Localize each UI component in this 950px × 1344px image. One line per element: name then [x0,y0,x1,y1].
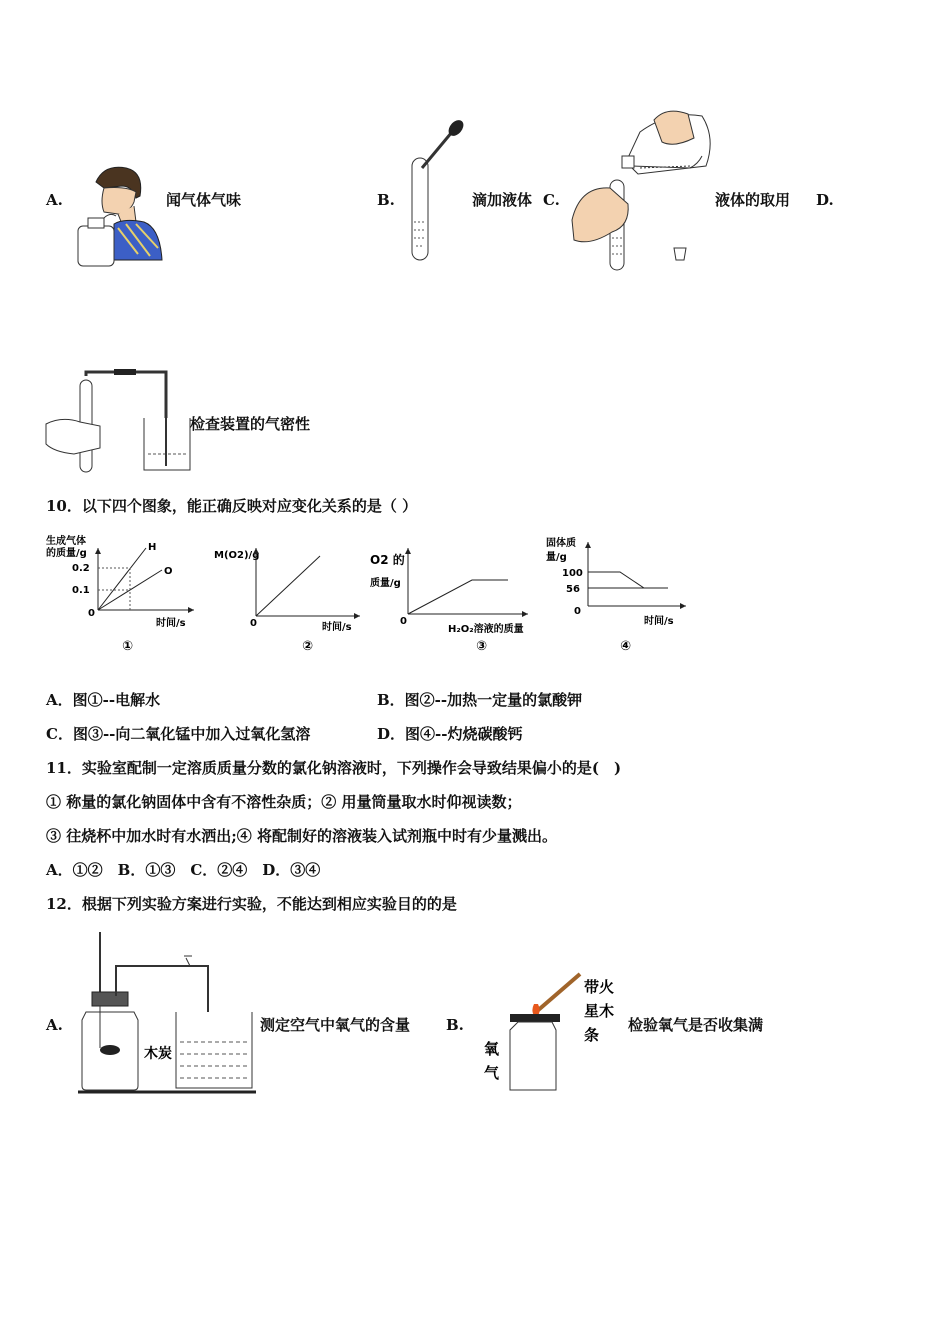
q11-stem: 11．实验室配制一定溶质质量分数的氯化钠溶液时，下列操作会导致结果偏小的是( ) [46,759,622,777]
graph-1-y2: 0.1 [72,585,90,596]
dropper-illustration [408,118,468,264]
graph-1-ylabel-2: 的质量/g [46,548,87,559]
pour-liquid-illustration [570,108,720,278]
graph-1-line-h [98,548,146,610]
option-b-label: 滴加液体 [472,191,533,209]
q10-option-c: C．图③--向二氧化锰中加入过氧化氢溶 [46,725,311,743]
option-c-letter: C. [543,191,560,209]
graph-4 [544,534,704,654]
graph-3-origin: 0 [400,616,407,627]
option-b-letter: B. [377,191,395,209]
option-c-label: 液体的取用 [715,191,791,209]
graph-2-line [256,556,320,616]
option-a-label: 闻气体气味 [166,191,242,209]
q10-stem: 10．以下四个图象，能正确反映对应变化关系的是（ ） [46,497,418,515]
graph-4-y2: 56 [566,584,580,595]
oxygen-content-apparatus [76,930,260,1096]
option-a-letter: A. [46,191,63,209]
q11-line-1: ① 称量的氯化钠固体中含有不溶性杂质；② 用量筒量取水时仰视读数； [46,793,522,811]
stick-label-3: 条 [584,1026,600,1044]
graph-4-number: ④ [620,639,632,654]
graph-3-ylabel-2: 质量/g [370,578,401,589]
q10-option-a: A．图①--电解水 [46,691,161,709]
graph-2-number: ② [302,639,314,654]
graph-1-ylabel: 生成气体 [46,536,86,547]
graph-3-number: ③ [476,639,488,654]
graph-2-ylabel: M(O2)/g [214,550,260,561]
q11-options: A．①② B．①③ C．②④ D．③④ [46,861,321,879]
stick-label-1: 带火 [584,978,615,996]
graph-3 [368,534,538,654]
option-d-letter: D. [816,191,834,209]
q10-option-b: B．图②--加热一定量的氯酸钾 [377,691,583,709]
graph-4-origin: 0 [574,606,581,617]
stick-label-2: 星木 [584,1002,615,1020]
graph-1 [44,534,204,654]
q12-option-a-label: 测定空气中氧气的含量 [260,1016,411,1034]
oxygen-check-apparatus [476,966,626,1096]
charcoal-label: 木炭 [144,1046,172,1062]
gas-label-1: 氧 [484,1040,500,1058]
graph-4-ylabel: 固体质 [546,538,576,549]
graph-1-y1: 0.2 [72,563,90,574]
q11-line-2: ③ 往烧杯中加水时有水洒出;④ 将配制好的溶液装入试剂瓶中时有少量溅出。 [46,827,557,845]
q12-option-b-label: 检验氧气是否收集满 [628,1016,764,1034]
smell-gas-illustration [74,162,166,270]
graph-1-line-h-label: H [148,542,157,553]
gas-label-2: 气 [484,1064,500,1082]
graph-3-xlabel: H₂O₂溶液的质量 [448,624,524,635]
graph-2-xlabel: 时间/s [322,622,352,633]
graph-1-number: ① [122,639,134,654]
q12-stem: 12．根据下列实验方案进行实验，不能达到相应实验目的的是 [46,895,457,913]
q10-option-d: D．图④--灼烧碳酸钙 [377,725,523,743]
graph-4-ylabel-2: 量/g [546,552,567,563]
graph-1-xlabel: 时间/s [156,618,186,629]
option-d-label: 检查装置的气密性 [190,415,311,433]
graph-3-line [408,580,508,614]
graph-2-origin: 0 [250,618,257,629]
graph-4-line [588,572,668,588]
q12-option-a-letter: A. [46,1016,63,1034]
graph-3-ylabel: O2 的 [370,553,405,567]
airtightness-illustration [44,366,194,476]
graph-4-y1: 100 [562,568,583,579]
graph-4-xlabel: 时间/s [644,616,674,627]
graph-1-origin: 0 [88,608,95,619]
graph-1-line-o-label: O [164,566,173,577]
q12-option-b-letter: B. [446,1016,464,1034]
graph-2 [212,534,372,654]
